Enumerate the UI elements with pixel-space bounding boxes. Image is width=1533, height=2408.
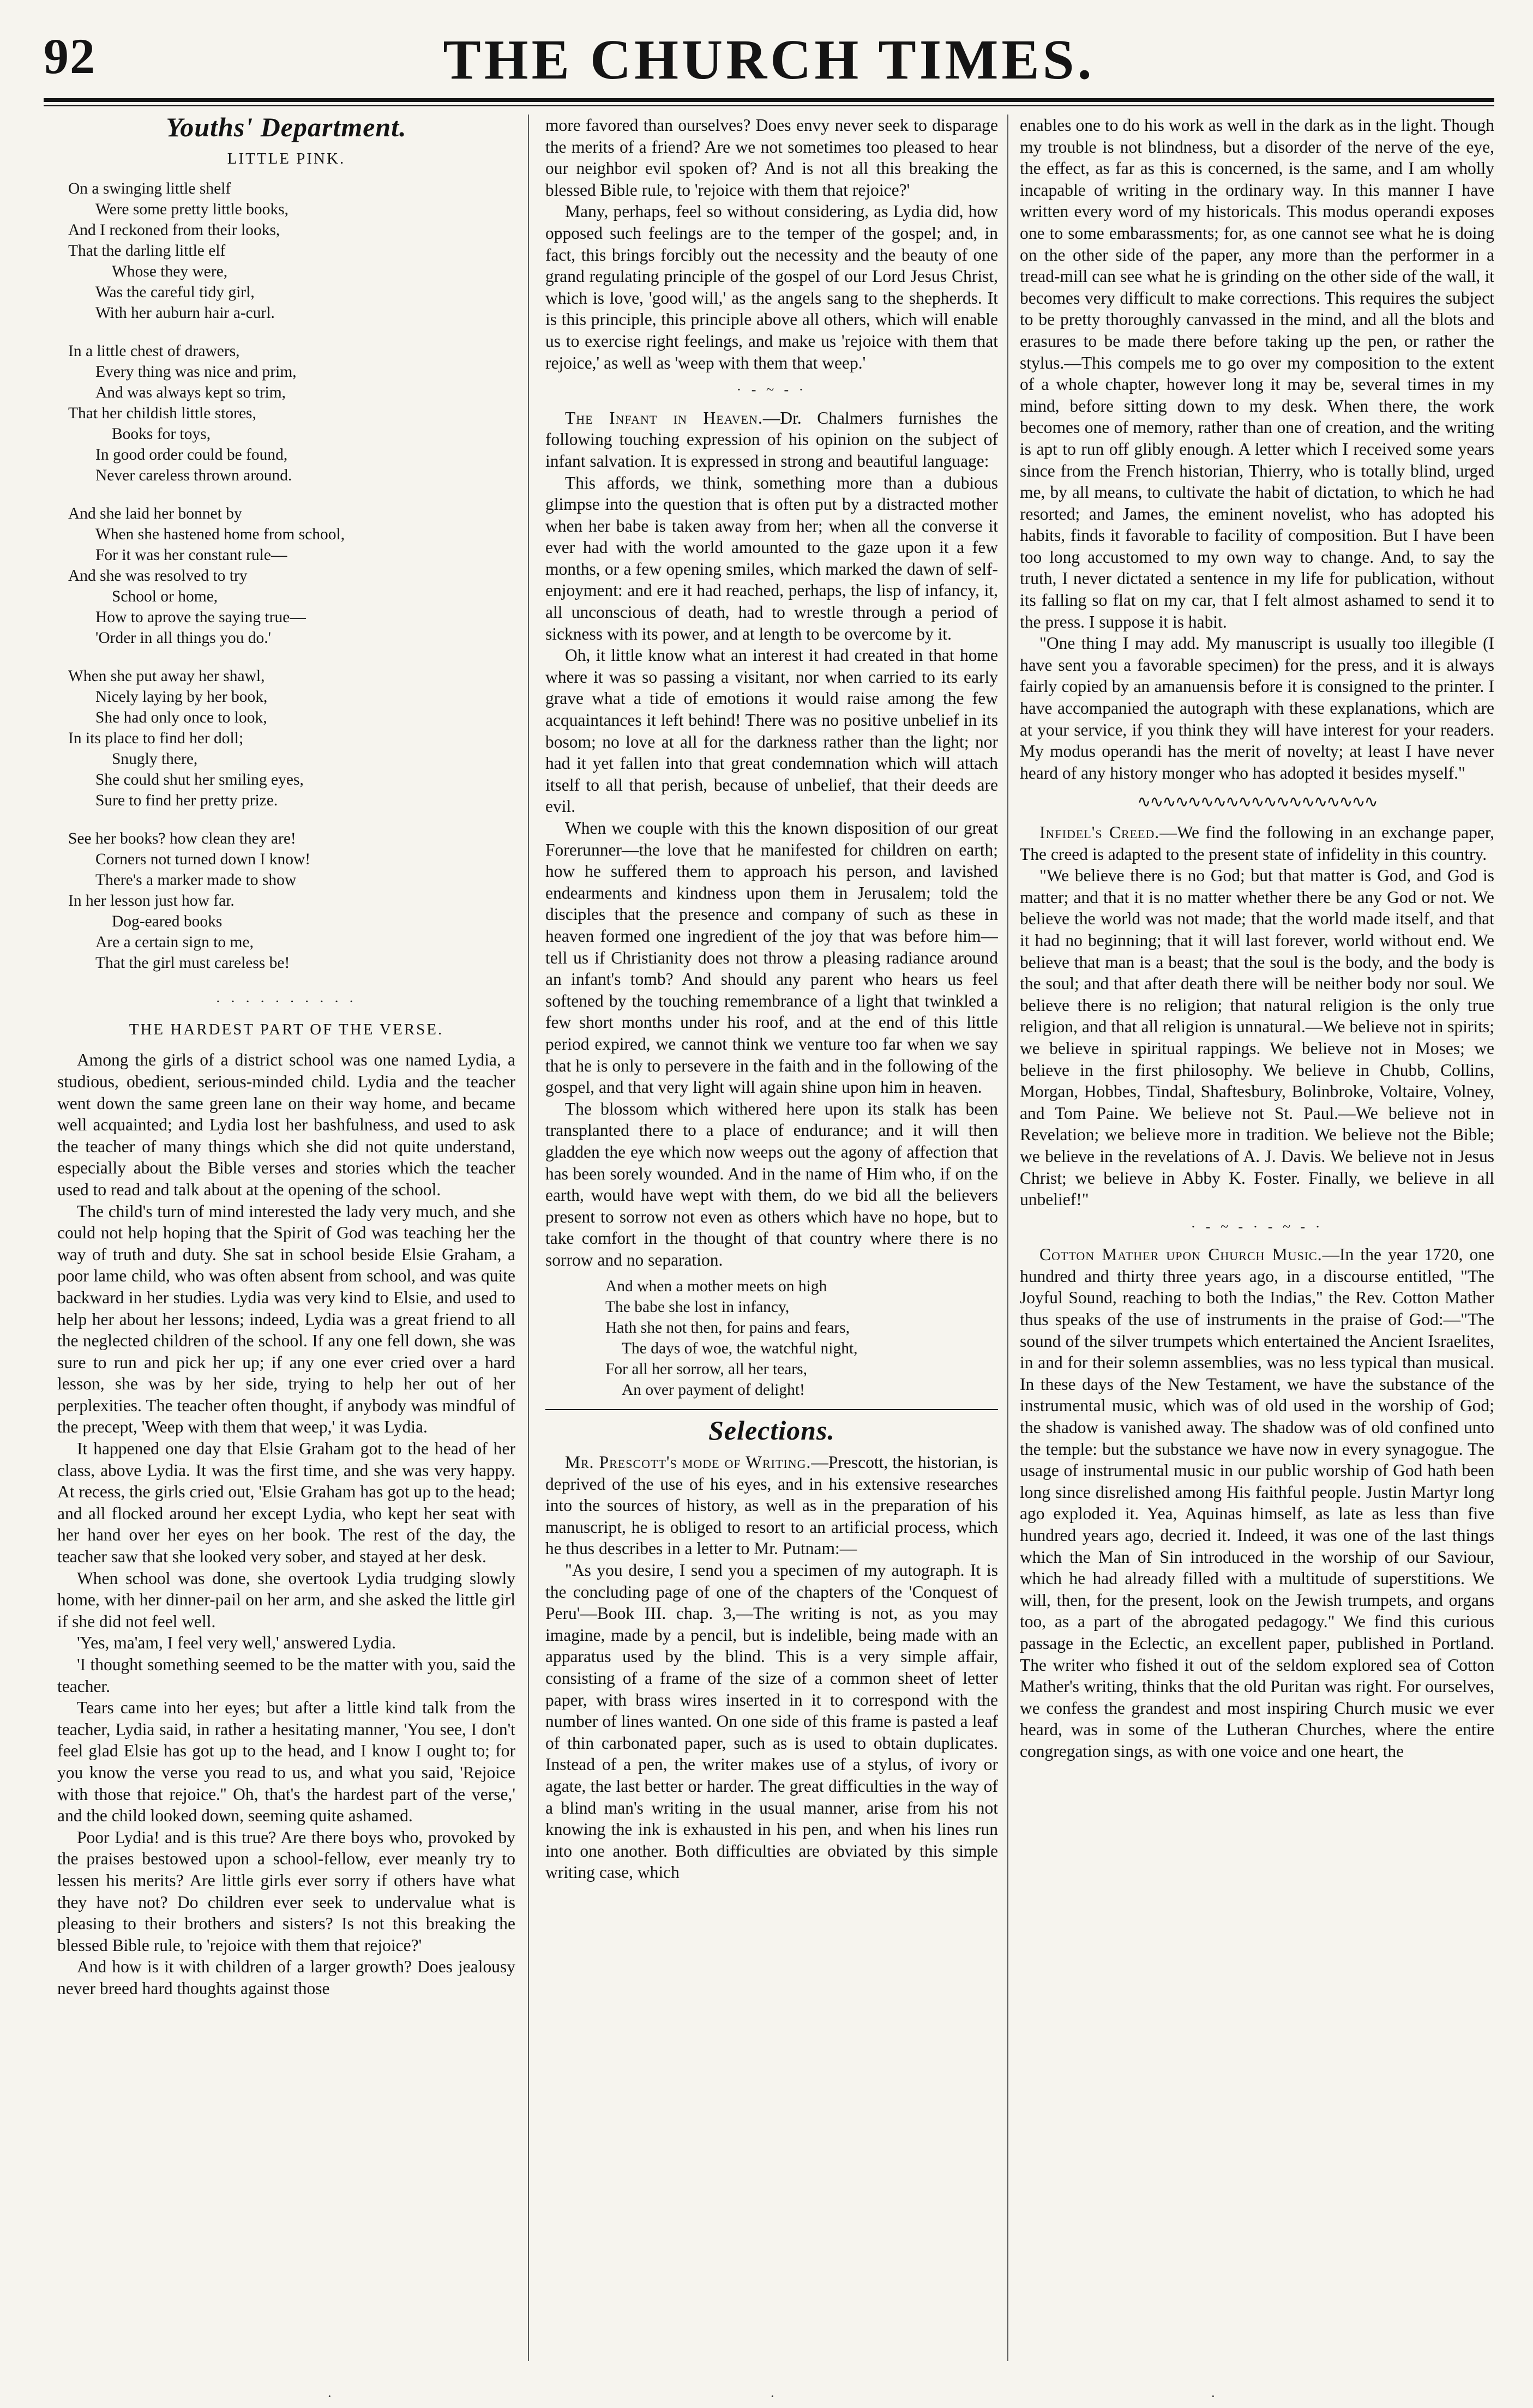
print-mark: · bbox=[1211, 2388, 1216, 2404]
poem-line: Were some pretty little books, bbox=[95, 201, 288, 219]
poem-line: The babe she lost in infancy, bbox=[605, 1298, 790, 1316]
poem-line: Dog-eared books bbox=[112, 913, 223, 931]
poem-line: And she laid her bonnet by bbox=[68, 505, 242, 523]
article-prescott bbox=[545, 1452, 998, 1560]
poem-line: And I reckoned from their looks, bbox=[68, 221, 280, 239]
paragraph: enables one to do his work as well in the dark as in the light. Though my trouble is not blindness, but a disorder of the nerve of the eye, the effect, as far as this is concerned, is the same, and I am wholly incapable of writing in the ordinary way. In this manner I have written every word of my historicals. This modus operandi exposes one to some embarassments; for, as one cannot see what he is doing on the other side of the paper, any more than the performer in a tread-mill can see what he is grinding on the other side of the wall, it becomes very difficult to make corrections. This requires the subject to be pretty thoroughly canvassed in the mind, and all the blots and erasures to be made there before taking up the pen, or rather the stylus.—This compels me to go over my composition to the extent of a whole chapter, however long it may be, several times in my mind, before sitting down to my desk. When there, the work becomes one of memory, rather than one of creation, and the writing is apt to run off glibly enough. A letter which I received some years since from the French historian, Thierry, who is totally blind, urged me, by all means, to cultivate the habit of dictation, to which he had resorted; and James, the eminent novelist, who has adopted his habits, finds it favorable to facility of composition. But I have been too long accustomed to my own way to change. And, to say the truth, I never dictated a sentence in my life for publication, without its falling so flat on my car, that I felt almost ashamed to send it to the press. I suppose it is habit. bbox=[1020, 116, 1494, 631]
poem-line: Sure to find her pretty prize. bbox=[95, 792, 278, 810]
poem-line: In good order could be found, bbox=[95, 446, 288, 464]
masthead-rule bbox=[44, 98, 1494, 102]
poem-line: Whose they were, bbox=[112, 263, 228, 281]
article-heading: THE HARDEST PART OF THE VERSE. bbox=[129, 1020, 444, 1038]
poem-line: School or home, bbox=[112, 588, 218, 606]
poem-stanza bbox=[68, 503, 515, 648]
poem-line: For it was her constant rule— bbox=[95, 546, 287, 564]
poem-line: Every thing was nice and prim, bbox=[95, 363, 297, 381]
poem-line: There's a marker made to show bbox=[95, 871, 297, 889]
ornament-divider: · · · · · · · · · · bbox=[215, 994, 357, 1010]
poem-title: LITTLE PINK. bbox=[227, 149, 346, 167]
paragraph: When school was done, she overtook Lydia trudging slowly home, with her dinner-pail on her arm, and she asked the little girl if she did not feel well. bbox=[57, 1568, 515, 1631]
paragraph: Poor Lydia! and is this true? Are there boys who, provoked by the praises bestowed upon a school-fellow, ever meanly try to lessen his merits? Are little girls ever sorry if others have what they have not? Do children ever seek to undervalue what is pleasing to their brothers and sisters? Is not this breaking the blessed Bible rule, to 'rejoice with them that rejoice?' bbox=[57, 1827, 515, 1955]
poem-line: For all her sorrow, all her tears, bbox=[605, 1360, 807, 1378]
newspaper-title: THE CHURCH TIMES. bbox=[443, 28, 1095, 91]
poem-line: And when a mother meets on high bbox=[605, 1278, 827, 1296]
article-runin-heading: The Infant in Heaven. bbox=[565, 408, 763, 428]
article-intro: —We find the following in an exchange paper, The creed is adapted to the present state of infidelity in this country. bbox=[1020, 823, 1494, 864]
article-intro: —Prescott, the historian, is deprived of the use of his eyes, and in his extensive researches into the sources of history, as well as in the preparation of his manuscript, he is obliged to resort to an artificial process, which he thus describes in a letter to Mr. Putnam:— bbox=[545, 1453, 998, 1558]
paragraph: "One thing I may add. My manuscript is usually too illegible (I have sent you a favorable specimen) for the press, and it is always fairly copied by an amanuensis before it is consigned to the printer. I have accompanied the autograph with these explanations, which are at your service, if you think they will have interest for your readers. My modus operandi has the merit of novelty; at least I have never heard of any history monger who has adopted it besides myself." bbox=[1020, 634, 1494, 782]
column-1 bbox=[57, 115, 515, 2361]
poem-line: In her lesson just how far. bbox=[68, 892, 235, 910]
article-infidels-creed bbox=[1020, 822, 1494, 865]
paragraph: Among the girls of a district school was one named Lydia, a studious, obedient, serious-minded child. Lydia and the teacher went down the same green lane on their way home, and became well acquainted; and Lydia lost her bashfulness, and used to ask the teacher of many things which she did not quite understand, especially about the Bible verses and stories which the teacher used to read and talk about at the opening of the school. bbox=[57, 1050, 515, 1199]
print-mark: · bbox=[770, 2388, 775, 2404]
paragraph: The blossom which withered here upon its stalk has been transplanted there to a place of endurance; and it will then gladden the eye which now weeps out the agony of affection that has been sorely wounded. And in the name of Him who, if on the earth, would have wept with them, do we bid all the believers present to sorrow not even as others which have no hope, but to take comfort in the thought of that country where there is no sorrow and no separation. bbox=[545, 1099, 998, 1269]
poem-line: Never careless thrown around. bbox=[95, 467, 292, 485]
ornament-divider: · - ~ - · - ~ - · bbox=[1191, 1218, 1324, 1235]
poem-line: In its place to find her doll; bbox=[68, 730, 244, 748]
paragraph: When we couple with this the known disposition of our great Forerunner—the love that he manifested for children on earth; how he suffered them to approach his person, and lavished endearments and kindness upon them in Jerusalem; told the disciples that the presence and company of such as these in heaven formed one ingredient of the joy that was before him—tell us if Christianity does not throw a pleasing radiance around an infant's tomb? And should any parent who hears us feel softened by the touching remembrance of a light that twinkled a few short months under his roof, and at the end of this little period expired, we cannot think we venture too far when we say that he is only to persevere in the faith and in the following of the gospel, and that very light will again shine upon him in heaven. bbox=[545, 818, 998, 1097]
masthead-rule-thin bbox=[44, 105, 1494, 106]
poem-stanza bbox=[68, 178, 515, 323]
poem-stanza bbox=[68, 828, 515, 973]
poem-stanza bbox=[68, 666, 515, 811]
paragraph: Tears came into her eyes; but after a little kind talk from the teacher, Lydia said, in rather a hesitating manner, 'You see, I don't feel glad Elsie has got up to the head, and I know I ought to; for you know the verse you read to us, and what you said, 'Rejoice with those that rejoice.'' Oh, that's the hardest part of the verse,' and the child looked down, seeming quite ashamed. bbox=[57, 1698, 515, 1826]
article-intro: —Dr. Chalmers furnishes the following touching expression of his opinion on the subject of infant salvation. It is expressed in strong and beautiful language: bbox=[545, 408, 998, 471]
article-runin-heading: Infidel's Creed. bbox=[1039, 823, 1160, 842]
poem-line: How to aprove the saying true— bbox=[95, 609, 306, 627]
paragraph: 'Yes, ma'am, I feel very well,' answered Lydia. bbox=[77, 1633, 396, 1653]
poem-line: That her childish little stores, bbox=[68, 405, 256, 423]
column-divider bbox=[528, 115, 529, 2361]
poem-line: She could shut her smiling eyes, bbox=[95, 771, 304, 789]
article-runin-heading: Cotton Mather upon Church Music. bbox=[1039, 1245, 1322, 1265]
section-rule bbox=[545, 1409, 998, 1410]
paragraph: "We believe there is no God; but that matter is God, and God is matter; and that it is no matter whether there be any God or not. We believe the world was not made; that the world made itself, and that it had no beginning; that it will last forever, world without end. We believe that man is a beast; that the soul is the body, and the body is the soul; and that after death there will be neither body nor soul. We believe there is no religion; that natural religion is the only true religion, and that all religion is unnatural.—We believe not in spirits; we believe in spiritual rappings. We believe not in Moses; we believe in the first philosophy. We believe in Chubb, Collins, Morgan, Hobbes, Tindal, Shaftesbury, Bolinbroke, Voltaire, Volney, and Tom Paine. We believe not St. Paul.—We believe not in Revelation; we believe more in tradition. We believe not the Bible; we believe in the revelations of A. J. Davis. We believe not in Jesus Christ; we believe in Abby K. Foster. Finally, we believe in all unbelief!" bbox=[1020, 866, 1494, 1209]
poem-line: Corners not turned down I know! bbox=[95, 851, 311, 869]
column-3 bbox=[1020, 115, 1494, 2361]
poem-line: She had only once to look, bbox=[95, 709, 267, 727]
paragraph: "As you desire, I send you a specimen of my autograph. It is the concluding page of one of the chapters of the 'Conquest of Peru'—Book III. chap. 3,—The writing is not, as you may imagine, made by a pencil, but is indelible, being made with an apparatus used by the blind. This is a very simple affair, consisting of a frame of the size of a common sheet of letter paper, with brass wires inserted in it to correspond with the number of lines wanted. On one side of this frame is pasted a leaf of thin carbonated paper, such as is used to obtain duplicates. Instead of a pen, the writer makes use of a stylus, of ivory or agate, the last better or harder. The great difficulties in the way of a blind man's writing in the usual manner, arise from his not knowing the ink is exhausted in his pen, and when his lines run into one another. Both difficulties are obviated by this simple writing case, which bbox=[545, 1561, 998, 1882]
article-body: —In the year 1720, one hundred and thirty three years ago, in a discourse entitled, "The Joyful Sound, reaching to both the Indias," the Rev. Cotton Mather thus speaks of the use of instruments in the praise of God:—"The sound of the silver trumpets which entertained the Ancient Israelites, in and for their solemn assemblies, was no less typical than musical. In these days of the New Testament, we have the substance of the instrumental music, which was of old used in the worship of God; the shadow is vanished away. The shadow was of old confined unto the temple: but the substance we have now in every synagogue. The usage of instrumental music in our public worship of God hath been long since disrelished among His faithful people. Justin Martyr long ago exploded it. Yea, Aquinas himself, as late as less than five hundred years ago, decried it. Indeed, it was one of the last things which the Man of Sin introduced in the worship of our Saviour, which he had already filled with a multitude of superstitions. We will, then, for the present, look on the Jewish trumpets, and organs too, as a part of the abrogated pedagogy." We find this curious passage in the Eclectic, an excellent paper, published in Portland. The writer who fished it out of the seldom explored sea of Cotton Mather's writing, thinks that the old Puritan was right. For ourselves, we confess the grandest and most inspiring Church music we ever heard, was in some of the Lutheran Churches, where the entire congregation sings, as with one voice and one heart, the bbox=[1020, 1245, 1494, 1761]
poem-line: See her books? how clean they are! bbox=[68, 830, 296, 848]
paragraph: And how is it with children of a larger growth? Does jealousy never breed hard thoughts against those bbox=[57, 1957, 515, 1998]
poem-line: An over payment of delight! bbox=[622, 1381, 805, 1399]
poem-line: Nicely laying by her book, bbox=[95, 688, 268, 706]
paragraph: Oh, it little know what an interest it had created in that home where it was so passing a visitant, nor when carried to its early grave what a tide of emotions it would raise among the few acquaintances it left behind! There was no positive unbelief in its bosom; no love at all for the darkness rather than the light; nor had it yet fallen into that great condemnation which will attach itself to all that perish, because of unbelief, that their deeds are evil. bbox=[545, 646, 998, 816]
paragraph: more favored than ourselves? Does envy never seek to disparage the merits of a friend? Are we not sometimes too pleased to hear our neighbor evil spoken of? And is not all this breaking the blessed Bible rule, to 'rejoice with them that rejoice?' bbox=[545, 116, 998, 200]
poem-line: With her auburn hair a-curl. bbox=[95, 304, 275, 322]
print-mark: · bbox=[327, 2388, 332, 2404]
poem-line: Are a certain sign to me, bbox=[95, 934, 254, 952]
ornament-divider: ∿∿∿∿∿∿∿∿∿∿∿∿∿∿∿∿∿∿∿ bbox=[1137, 793, 1377, 811]
poem-line: That the girl must careless be! bbox=[95, 954, 290, 972]
poem-line: On a swinging little shelf bbox=[68, 180, 231, 198]
poem-line: Books for toys, bbox=[112, 425, 211, 443]
paragraph: This affords, we think, something more than a dubious glimpse into the question that is often put by a distracted mother when her babe is taken away from her; when all the converse it ever had with the world amounted to the gaze upon it a few months, or a few opening smiles, which marked the dawn of self-enjoyment: and ere it had reached, perhaps, the lisp of infancy, it, all unconscious of death, had to wrestle through a period of sickness with its power, and at length to be overcome by it. bbox=[545, 473, 998, 643]
poem-line: When she hastened home from school, bbox=[95, 526, 345, 544]
column-2 bbox=[545, 115, 998, 2361]
poem-line: When she put away her shawl, bbox=[68, 667, 265, 685]
poem-excerpt bbox=[605, 1276, 998, 1400]
article-runin-heading: Mr. Prescott's mode of Writing. bbox=[565, 1453, 811, 1472]
poem-line: In a little chest of drawers, bbox=[68, 342, 240, 360]
poem-line: That the darling little elf bbox=[68, 242, 226, 260]
masthead bbox=[44, 27, 1494, 91]
section-heading-youths: Youths' Department. bbox=[166, 115, 407, 142]
poem-line: Was the careful tidy girl, bbox=[95, 284, 255, 302]
article-infant-in-heaven bbox=[545, 407, 998, 472]
paragraph: Many, perhaps, feel so without considering, as Lydia did, how opposed such feelings are to the temper of the gospel; and, in fact, this brings forcibly out the necessity and the beauty of one grand regulating principle of the gospel of our Lord Jesus Christ, which is love, 'good will,' as the angels sang to the shepherds. It is this principle, this principle above all others, which will enable us to exercise right feelings, and make us 'rejoice with them that rejoice,' as well as 'weep with them that weep.' bbox=[545, 202, 998, 372]
article-cotton-mather bbox=[1020, 1244, 1494, 1762]
poem-line: And was always kept so trim, bbox=[95, 384, 286, 402]
paragraph: 'I thought something seemed to be the matter with you, said the teacher. bbox=[57, 1655, 515, 1696]
column-divider bbox=[1007, 115, 1008, 2361]
poem-line: Hath she not then, for pains and fears, bbox=[605, 1319, 850, 1337]
poem-line: The days of woe, the watchful night, bbox=[622, 1340, 858, 1358]
section-heading-selections: Selections. bbox=[708, 1415, 835, 1446]
poem-stanza bbox=[68, 341, 515, 486]
poem-line: And she was resolved to try bbox=[68, 567, 248, 585]
poem-little-pink bbox=[68, 178, 515, 973]
page-number: 92 bbox=[44, 28, 96, 84]
paragraph: It happened one day that Elsie Graham got to the head of her class, above Lydia. It was the first time, and she was very happy. At recess, the girls cried out, 'Elsie Graham has got up to the head; and all flocked around her except Lydia, who kept her seat with her hand over her eyes on her book. The rest of the day, the teacher saw that she looked very sober, and stayed at her desk. bbox=[57, 1439, 515, 1567]
poem-line: 'Order in all things you do.' bbox=[95, 629, 271, 647]
paragraph: The child's turn of mind interested the lady very much, and she could not help hoping that the Spirit of God was teaching her the way of truth and duty. She sat in school beside Elsie Graham, a poor lame child, who was often absent from school, and was quite backward in her studies. Lydia was very kind to Elsie, and used to help her about her lessons; indeed, Lydia was a great friend to all the neglected children of the school. If any one fell down, she was sure to run and pick her up; if any one ever cried over a hard lesson, she was by her side, trying to help her out of her perplexities. The teacher often thought, if anybody was mindful of the precept, 'Weep with them that weep,' it was Lydia. bbox=[57, 1201, 515, 1437]
ornament-divider: · - ~ - · bbox=[736, 382, 807, 398]
poem-line: Snugly there, bbox=[112, 750, 198, 768]
